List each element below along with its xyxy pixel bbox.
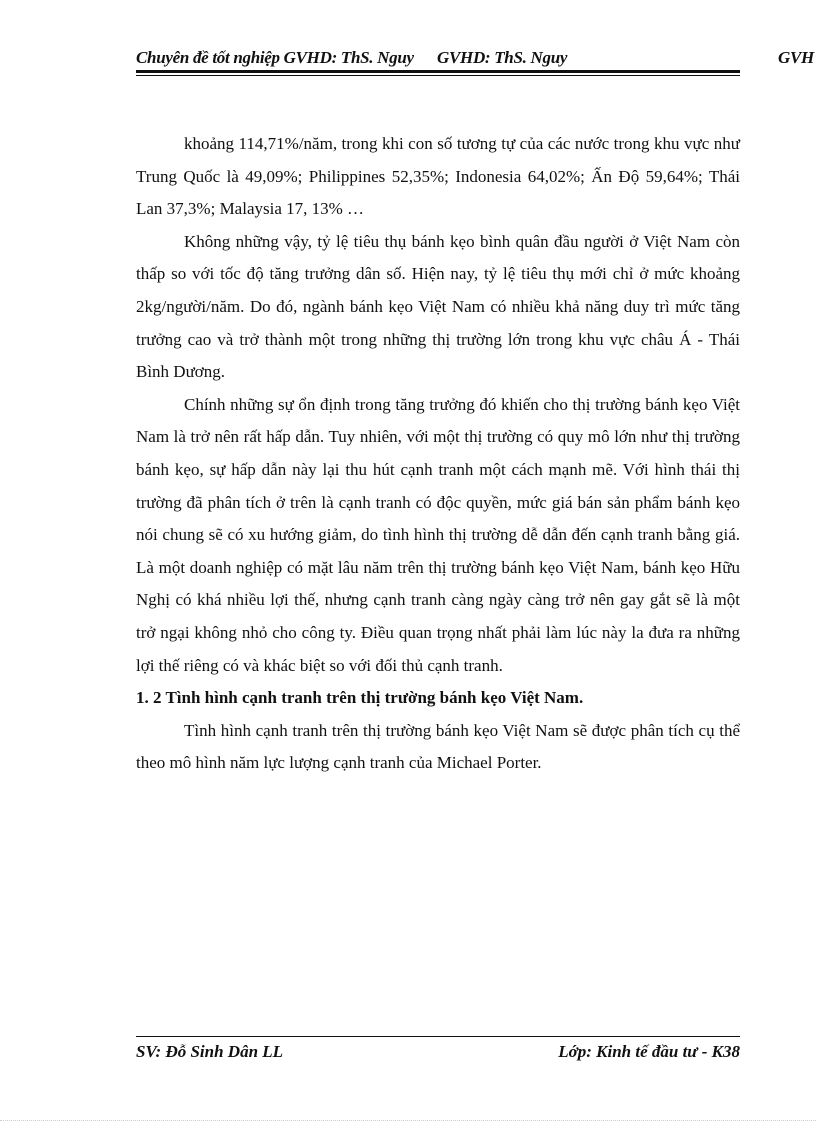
footer-rule <box>136 1036 740 1037</box>
page-edge-divider <box>0 1120 816 1121</box>
paragraph-3: Chính những sự ổn định trong tăng trưởng đó khiến cho thị trường bánh kẹo Việt Nam là trở nên rất hấp dẫn. Tuy nhiên, với một thị trường có quy mô lớn như thị trường bánh kẹo, sự hấp dẫn này lại thu hút cạnh tranh một cách mạnh mẽ. Với hình thái thị trường đã phân tích ở trên là cạnh tranh có độc quyền, mức giá bán sản phẩm bánh kẹo nói chung sẽ có xu hướng giảm, do tình hình thị trường dễ dẫn đến cạnh tranh bằng giá. Là một doanh nghiệp có mặt lâu năm trên thị trường bánh kẹo Việt Nam, bánh kẹo Hữu Nghị có khá nhiều lợi thế, nhưng cạnh tranh càng ngày càng trở nên gay gắt sẽ là một trở ngại không nhỏ cho công ty. Điều quan trọng nhất phải làm lúc này la đưa ra những lợi thế riêng có và khác biệt so với đối thủ cạnh tranh. <box>136 394 740 675</box>
header-text-2: GVHD: ThS. Nguy <box>437 48 568 67</box>
footer-class: Lớp: Kinh tế đầu tư - K38 <box>558 1042 740 1061</box>
paragraph-1: khoảng 114,71%/năm, trong khi con số tương tự của các nước trong khu vực như Trung Quốc là 49,09%; Philippines 52,35%; Indonesia 64,02%; Ấn Độ 59,64%; Thái Lan 37,3%; Malaysia 17, 13% … <box>136 134 740 219</box>
document-body <box>136 128 740 780</box>
page-header <box>0 48 816 72</box>
header-rule-thin <box>136 75 740 76</box>
header-text-1: Chuyên đề tốt nghiệp GVHD: ThS. Nguy <box>136 48 414 67</box>
header-rule-thick <box>136 70 740 73</box>
paragraph-4: Tình hình cạnh tranh trên thị trường bánh kẹo Việt Nam sẽ được phân tích cụ thể theo mô hình năm lực lượng cạnh tranh của Michael Porter. <box>136 720 740 773</box>
section-heading: 1. 2 Tình hình cạnh tranh trên thị trường bánh kẹo Việt Nam. <box>136 688 584 708</box>
paragraph-2: Không những vậy, tỷ lệ tiêu thụ bánh kẹo bình quân đầu người ở Việt Nam còn thấp so với tốc độ tăng trưởng dân số. Hiện nay, tỷ lệ tiêu thụ mới chỉ ở mức khoảng 2kg/người/năm. Do đó, ngành bánh kẹo Việt Nam có nhiều khả năng duy trì mức tăng trưởng cao và trở thành một trong những thị trường lớn trong khu vực châu Á - Thái Bình Dương. <box>136 231 740 382</box>
header-text-3: GVH <box>778 48 814 67</box>
footer-student: SV: Đỗ Sinh Dân LL <box>136 1042 284 1061</box>
